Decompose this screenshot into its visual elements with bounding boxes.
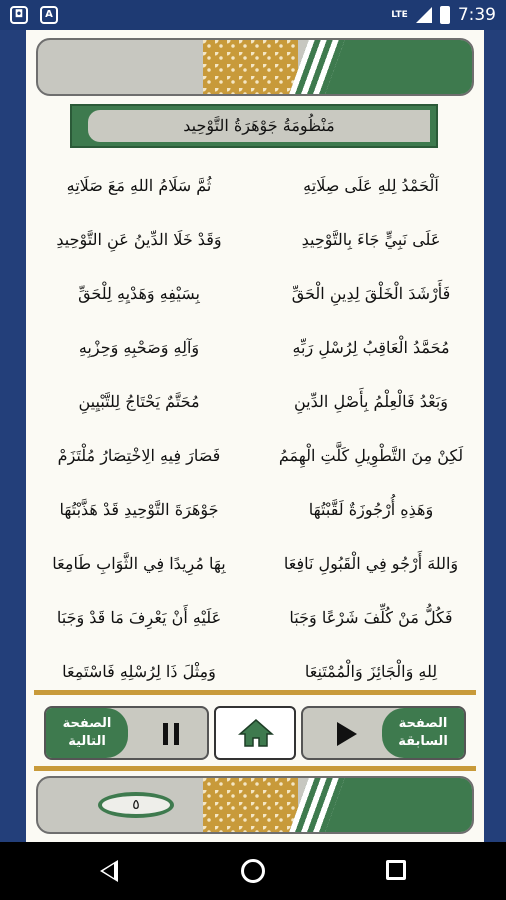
previous-page-button[interactable] bbox=[301, 706, 466, 760]
verse-row bbox=[34, 212, 476, 266]
battery-icon bbox=[440, 6, 450, 24]
verse-row bbox=[34, 320, 476, 374]
gold-divider-bottom bbox=[34, 766, 476, 771]
home-icon bbox=[238, 718, 274, 748]
verse-row bbox=[34, 428, 476, 482]
bottom-banner bbox=[36, 776, 474, 834]
verse-left: وَمِثْلَ ذَا لِرُسْلِهِ فَاسْتَمِعَا bbox=[62, 661, 216, 681]
system-nav-bar bbox=[0, 842, 506, 900]
verse-right: وَاللهَ أَرْجُو فِي الْقَبُولِ نَافِعَا bbox=[283, 553, 459, 573]
recent-apps-icon[interactable] bbox=[386, 860, 406, 880]
status-right bbox=[391, 5, 496, 25]
pause-icon[interactable] bbox=[163, 723, 179, 745]
top-banner bbox=[36, 38, 474, 96]
verse-right: لَكِنْ مِنَ التَّطْوِيلِ كَلَّتِ الْهِمَمُ bbox=[278, 445, 464, 465]
page-title: مَنْظُومَةُ جَوْهَرَةُ التَّوْحِيد bbox=[88, 110, 430, 142]
verse-row bbox=[34, 536, 476, 590]
verse-right: وَهَذِهِ أُرْجُوزَةٌ لَقَّبْتُهَا bbox=[308, 499, 434, 519]
verse-left: جَوْهَرَةَ التَّوْحِيدِ قَدْ هَذَّبْتُهَا bbox=[59, 499, 219, 519]
verse-row bbox=[34, 590, 476, 644]
verse-left: بِسَيْفِهِ وَهَدْيِهِ لِلْحَقِّ bbox=[78, 283, 200, 303]
status-left-icons bbox=[10, 6, 58, 24]
verse-row bbox=[34, 482, 476, 536]
verse-right: عَلَى نَبِيٍّ جَاءَ بِالتَّوْحِيدِ bbox=[301, 229, 441, 249]
verse-left: وَقَدْ خَلَا الدِّينُ عَنِ التَّوْحِيدِ bbox=[56, 229, 222, 249]
verse-left: بِهَا مُرِيدًا فِي الثَّوَابِ طَامِعَا bbox=[52, 553, 226, 573]
verses-list bbox=[34, 158, 476, 698]
verse-right: وَبَعْدُ فَالْعِلْمُ بِأَصْلِ الدِّينِ bbox=[294, 391, 448, 411]
verse-row bbox=[34, 374, 476, 428]
app-content bbox=[0, 30, 506, 842]
verse-row bbox=[34, 266, 476, 320]
verse-right: لِلهِ وَالْجَائِزَ وَالْمُمْتَنِعَا bbox=[304, 661, 438, 681]
home-button[interactable] bbox=[214, 706, 296, 760]
next-page-button[interactable] bbox=[44, 706, 209, 760]
verse-left: ثُمَّ سَلَامُ اللهِ مَعَ صَلَاتِهِ bbox=[66, 175, 212, 195]
next-page-label: الصفحة التالية bbox=[46, 708, 128, 758]
verse-right: فَأَرْشَدَ الْخَلْقَ لِدِينِ الْحَقِّ bbox=[291, 283, 451, 303]
verse-right: اَلْحَمْدُ لِلهِ عَلَى صِلَاتِهِ bbox=[303, 175, 439, 195]
clock: 7:39 bbox=[457, 5, 496, 25]
shield-icon: ◘ bbox=[10, 6, 28, 24]
system-home-icon[interactable] bbox=[241, 859, 265, 883]
banner-green-band bbox=[322, 40, 472, 94]
signal-icon bbox=[416, 7, 432, 23]
book-page bbox=[26, 30, 484, 842]
islamic-pattern-ornament bbox=[203, 40, 298, 94]
verse-row bbox=[34, 158, 476, 212]
page-number: ٥ bbox=[98, 792, 174, 818]
footer-pattern-ornament bbox=[203, 778, 298, 832]
verse-left: وَآلِهِ وَصَحْبِهِ وَحِزْبِهِ bbox=[78, 337, 200, 357]
network-label: LTE bbox=[391, 10, 408, 20]
back-icon[interactable] bbox=[100, 860, 118, 882]
status-bar bbox=[0, 0, 506, 30]
previous-page-label: الصفحة السابقة bbox=[382, 708, 464, 758]
verse-right: مُحَمَّدُ الْعَاقِبُ لِرُسْلِ رَبِّهِ bbox=[292, 337, 450, 357]
verse-left: مُحَتَّمٌ يَحْتَاجُ لِلتَّبْيِينِ bbox=[78, 391, 200, 411]
verse-left: عَلَيْهِ أَنْ يَعْرِفَ مَا قَدْ وَجَبَا bbox=[56, 607, 222, 627]
a-icon: A bbox=[40, 6, 58, 24]
gold-divider-top bbox=[34, 690, 476, 695]
verse-right: فَكُلُّ مَنْ كُلِّفَ شَرْعًا وَجَبَا bbox=[289, 607, 453, 627]
title-plate bbox=[70, 104, 438, 148]
playback-controls bbox=[34, 702, 476, 762]
footer-green-band bbox=[322, 778, 472, 832]
verse-left: فَصَارَ فِيهِ الِاخْتِصَارُ مُلْتَزَمْ bbox=[57, 445, 221, 465]
play-icon[interactable] bbox=[337, 722, 357, 746]
